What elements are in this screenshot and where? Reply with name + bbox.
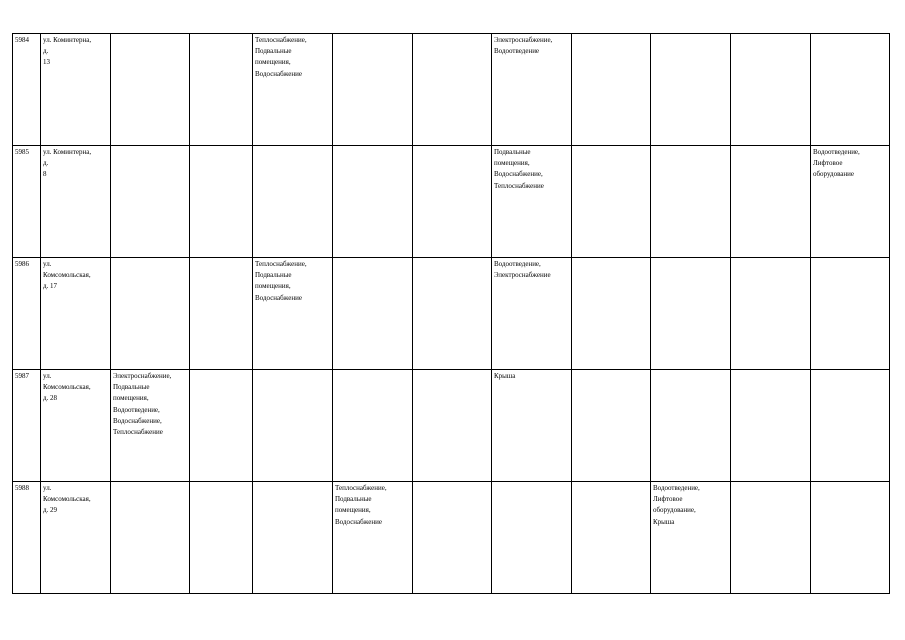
table-row	[13, 370, 890, 482]
address-cell	[41, 34, 111, 146]
work-type-cell	[253, 34, 333, 146]
work-type-cell	[111, 482, 190, 594]
work-type-cell	[572, 34, 651, 146]
work-type-cell	[731, 34, 811, 146]
work-type-cell	[333, 482, 413, 594]
work-type-cell	[253, 482, 333, 594]
work-type-cell	[811, 370, 890, 482]
work-type-cell	[333, 370, 413, 482]
row-number-cell-text: 5988	[15, 484, 29, 492]
work-type-cell	[253, 258, 333, 370]
work-type-cell-text: Теплоснабжение, Подвальные помещения, Водоснабжение	[255, 260, 307, 302]
work-type-cell	[190, 34, 253, 146]
work-type-cell	[333, 258, 413, 370]
work-type-cell	[111, 258, 190, 370]
row-number-cell	[13, 146, 41, 258]
work-type-cell	[253, 370, 333, 482]
row-number-cell	[13, 482, 41, 594]
work-type-cell	[413, 258, 492, 370]
work-type-cell	[492, 258, 572, 370]
work-type-cell-text: Крыша	[494, 372, 516, 380]
row-number-cell	[13, 370, 41, 482]
table-row	[13, 34, 890, 146]
work-type-cell	[572, 482, 651, 594]
work-type-cell	[492, 34, 572, 146]
work-type-cell	[811, 146, 890, 258]
table-row	[13, 482, 890, 594]
work-type-cell	[651, 258, 731, 370]
row-number-cell	[13, 34, 41, 146]
work-type-cell	[492, 482, 572, 594]
row-number-cell-text: 5984	[15, 36, 29, 44]
work-type-cell	[651, 34, 731, 146]
address-cell	[41, 258, 111, 370]
row-number-cell	[13, 258, 41, 370]
work-type-cell	[111, 146, 190, 258]
work-type-cell	[731, 146, 811, 258]
work-type-cell	[572, 370, 651, 482]
work-type-cell	[731, 370, 811, 482]
work-type-cell	[333, 146, 413, 258]
row-number-cell-text: 5986	[15, 260, 29, 268]
work-type-cell	[333, 34, 413, 146]
work-type-cell	[111, 34, 190, 146]
address-cell-text: ул. Комсомольская, д. 29	[43, 484, 91, 515]
work-type-cell	[731, 482, 811, 594]
work-type-cell-text: Водоотведение, Лифтовое оборудование, Крыша	[653, 484, 700, 526]
table-row	[13, 146, 890, 258]
work-type-cell	[811, 258, 890, 370]
work-type-cell	[190, 258, 253, 370]
address-cell-text: ул. Комсомольская, д. 17	[43, 260, 91, 291]
work-type-cell-text: Водоотведение, Электроснабжение	[494, 260, 551, 280]
work-type-cell	[190, 146, 253, 258]
work-type-cell-text: Электроснабжение, Водоотведение	[494, 36, 553, 56]
work-type-cell	[413, 370, 492, 482]
address-cell-text: ул. Комсомольская, д. 28	[43, 372, 91, 403]
address-cell-text: ул. Коминтерна, д. 13	[43, 36, 92, 67]
work-type-cell-text: Теплоснабжение, Подвальные помещения, Водоснабжение	[255, 36, 307, 78]
work-type-cell	[413, 482, 492, 594]
work-type-cell	[413, 146, 492, 258]
work-type-cell	[413, 34, 492, 146]
work-type-cell	[111, 370, 190, 482]
work-type-cell	[190, 370, 253, 482]
works-table	[12, 33, 890, 594]
work-type-cell	[811, 482, 890, 594]
row-number-cell-text: 5987	[15, 372, 29, 380]
work-type-cell	[492, 146, 572, 258]
work-type-cell-text: Электроснабжение, Подвальные помещения, Водоотведение, Водоснабжение, Теплоснабжение	[113, 372, 172, 437]
work-type-cell	[811, 34, 890, 146]
work-type-cell-text: Водоотведение, Лифтовое оборудование	[813, 148, 860, 179]
address-cell	[41, 146, 111, 258]
address-cell-text: ул. Коминтерна, д. 8	[43, 148, 92, 179]
work-type-cell-text: Теплоснабжение, Подвальные помещения, Водоснабжение	[335, 484, 387, 526]
work-type-cell	[492, 370, 572, 482]
work-type-cell	[572, 146, 651, 258]
work-type-cell	[651, 370, 731, 482]
work-type-cell	[731, 258, 811, 370]
work-type-cell	[651, 482, 731, 594]
work-type-cell	[572, 258, 651, 370]
address-cell	[41, 482, 111, 594]
work-type-cell-text: Подвальные помещения, Водоснабжение, Теплоснабжение	[494, 148, 544, 190]
address-cell	[41, 370, 111, 482]
work-type-cell	[253, 146, 333, 258]
table-row	[13, 258, 890, 370]
row-number-cell-text: 5985	[15, 148, 29, 156]
work-type-cell	[651, 146, 731, 258]
work-type-cell	[190, 482, 253, 594]
